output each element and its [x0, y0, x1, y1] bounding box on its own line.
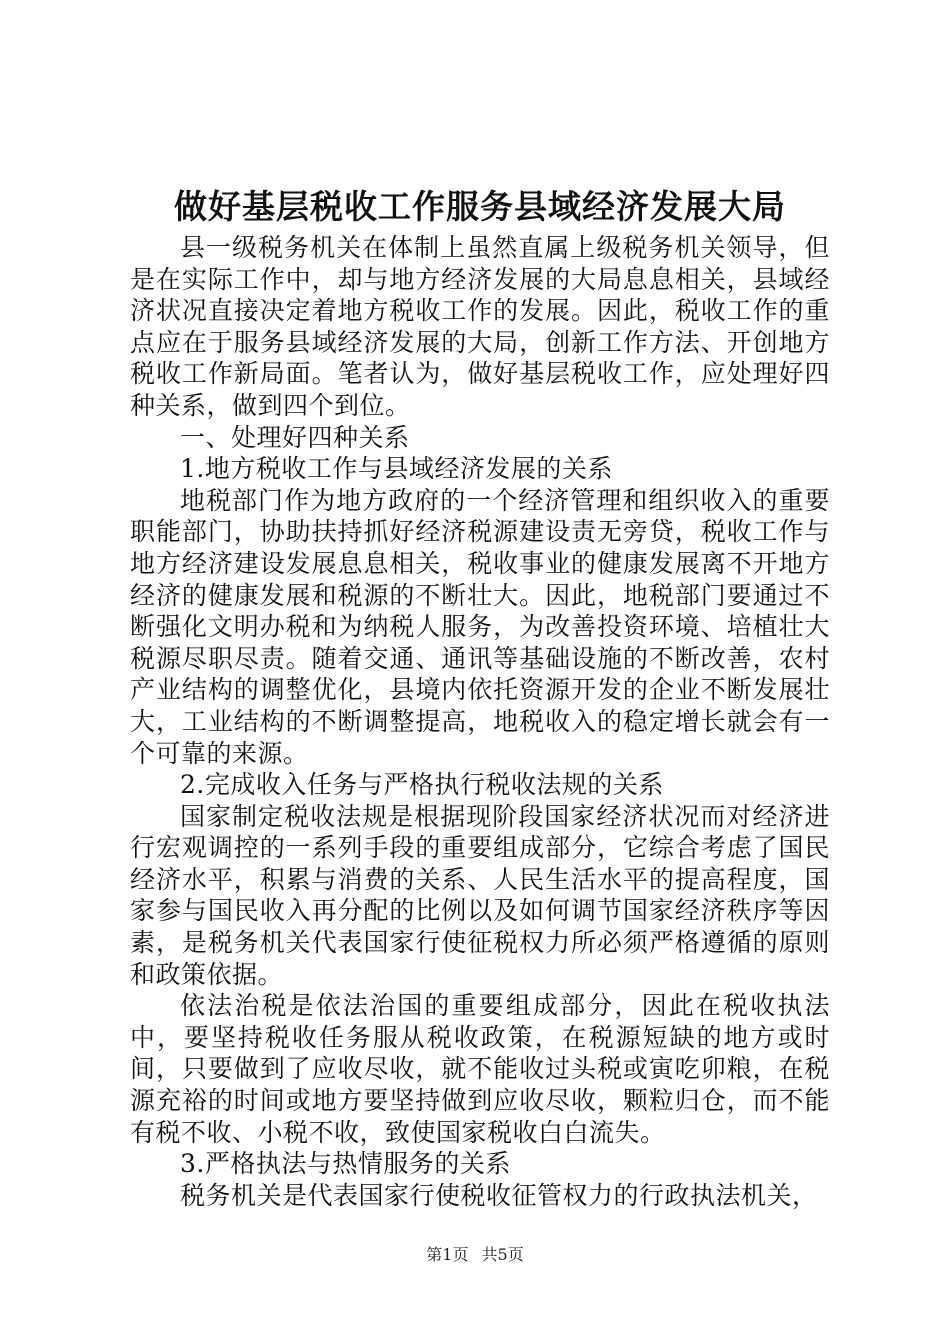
page-footer [0, 1244, 950, 1266]
subsection-heading-1: 1.地方税收工作与县域经济发展的关系 [180, 454, 613, 484]
body-paragraph: 税务机关是代表国家行使税收征管权力的行政执法机关， [180, 1180, 818, 1210]
subsection-heading-3: 3.严格执法与热情服务的关系 [180, 1149, 511, 1179]
body-paragraph: 地税部门作为地方政府的一个经济管理和组织收入的重要职能部门，协助扶持抓好经济税源建设责无旁贷，税收工作与地方经济建设发展息息相关，税收事业的健康发展离不开地方经济的健康发展和税源的不断壮大。因此，地税部门要通过不断强化文明办税和为纳税人服务，为改善投资环境、培植壮大税源尽职尽责。随着交通、通讯等基础设施的不断改善，农村产业结构的调整优化，县境内依托资源开发的企业不断发展壮大，工业结构的不断调整提高，地税收入的稳定增长就会有一个可靠的来源。 [130, 485, 830, 768]
subsection-heading-2: 2.完成收入任务与严格执行税收法规的关系 [180, 770, 664, 800]
body-paragraph: 依法治税是依法治国的重要组成部分，因此在税收执法中，要坚持税收任务服从税收政策，在税源短缺的地方或时间，只要做到了应收尽收，就不能收过头税或寅吃卯粮，在税源充裕的时间或地方要坚持做到应收尽收，颗粒归仓，而不能有税不收、小税不收，致使国家税收白白流失。 [130, 991, 830, 1147]
section-heading-1: 一、处理好四种关系 [180, 422, 410, 452]
body-paragraph: 国家制定税收法规是根据现阶段国家经济状况而对经济进行宏观调控的一系列手段的重要组成部分，它综合考虑了国民经济水平，积累与消费的关系、人民生活水平的提高程度，国家参与国民收入再分配的比例以及如何调节国家经济秩序等因素，是税务机关代表国家行使征税权力所必须严格遵循的原则和政策依据。 [130, 801, 830, 989]
document-title: 做好基层税收工作服务县域经济发展大局 [174, 187, 786, 226]
page-total: 共5页 [481, 1245, 524, 1264]
page-number: 第1页 [426, 1245, 469, 1264]
document-body [130, 232, 830, 1211]
intro-paragraph: 县一级税务机关在体制上虽然直属上级税务机关领导，但是在实际工作中，却与地方经济发展的大局息息相关，县域经济状况直接决定着地方税收工作的发展。因此，税收工作的重点应在于服务县域经济发展的大局，创新工作方法、开创地方税收工作新局面。笔者认为，做好基层税收工作，应处理好四种关系，做到四个到位。 [130, 233, 830, 420]
